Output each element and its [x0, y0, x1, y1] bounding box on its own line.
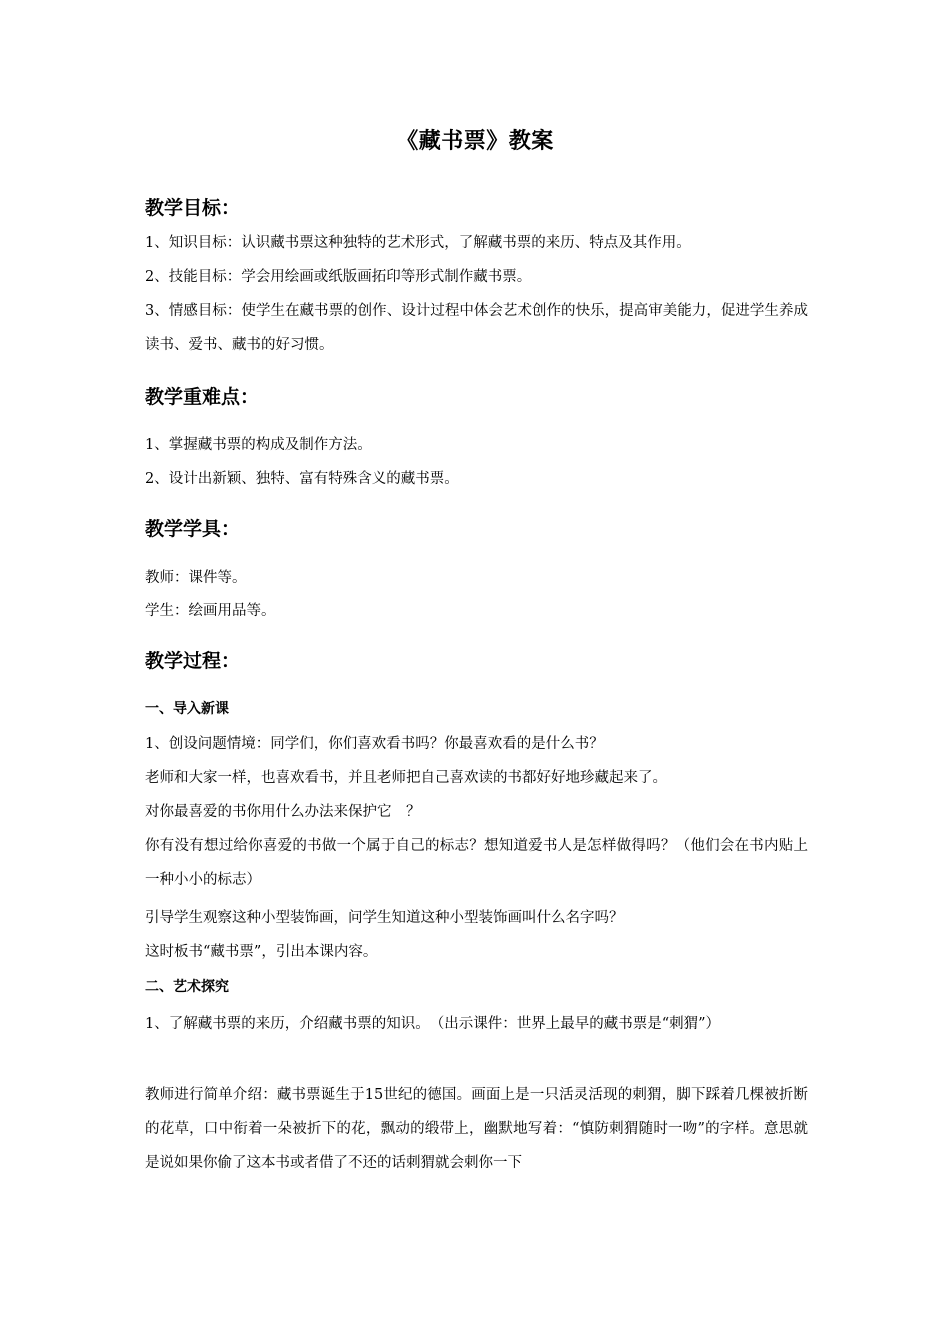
key-point-item: 2、设计出新颖、独特、富有特殊含义的藏书票。 [145, 471, 459, 487]
objective-item: 2、技能目标：学会用绘画或纸版画拓印等形式制作藏书票。 [145, 269, 532, 285]
process-heading: 教学过程： [145, 650, 241, 672]
tool-item: 学生：绘画用品等。 [145, 603, 276, 619]
process-line: 教师进行简单介绍：藏书票诞生于15世纪的德国。画面上是一只活灵活现的刺猬，脚下踩着几棵被折断的花草，口中衔着一朵被折下的花，飘动的缎带上，幽默地写着：“慎防刺猬随时一吻”的字样。意思就是说如果你偷了这本书或者借了不还的话刺猬就会刺你一下 [145, 1087, 808, 1171]
process-line: 1、了解藏书票的来历，介绍藏书票的知识。 （出示课件：世界上最早的藏书票是“刺猬”） [145, 1016, 721, 1032]
process-part2-heading: 二、艺术探究 [145, 979, 229, 995]
process-line: 引导学生观察这种小型装饰画，问学生知道这种小型装饰画叫什么名字吗？ [145, 910, 624, 926]
objectives-heading: 教学目标： [145, 197, 241, 219]
objective-item: 3、情感目标：使学生在藏书票的创作、设计过程中体会艺术创作的快乐，提高审美能力，促进学生养成读书、爱书、藏书的好习惯。 [145, 303, 808, 353]
process-line: 这时板书“藏书票”，引出本课内容。 [145, 944, 378, 960]
tool-item: 教师：课件等。 [145, 570, 247, 586]
tools-heading: 教学学具： [145, 518, 241, 540]
key-points-heading: 教学重难点： [145, 386, 260, 408]
process-line: 对你最喜爱的书你用什么办法来保护它 ？ [145, 804, 421, 820]
process-line: 1、创设问题情境：同学们，你们喜欢看书吗？你最喜欢看的是什么书？ [145, 736, 604, 752]
key-point-item: 1、掌握藏书票的构成及制作方法。 [145, 437, 372, 453]
document-title: 《藏书票》教案 [396, 129, 554, 154]
process-part1-heading: 一、导入新课 [145, 701, 229, 717]
process-line: 老师和大家一样，也喜欢看书，并且老师把自己喜欢读的书都好好地珍藏起来了。 [145, 770, 667, 786]
process-line: 你有没有想过给你喜爱的书做一个属于自己的标志？想知道爱书人是怎样做得吗？（他们会在书内贴上一种小小的标志） [145, 838, 808, 888]
objective-item: 1、知识目标：认识藏书票这种独特的艺术形式，了解藏书票的来历、特点及其作用。 [145, 235, 691, 251]
